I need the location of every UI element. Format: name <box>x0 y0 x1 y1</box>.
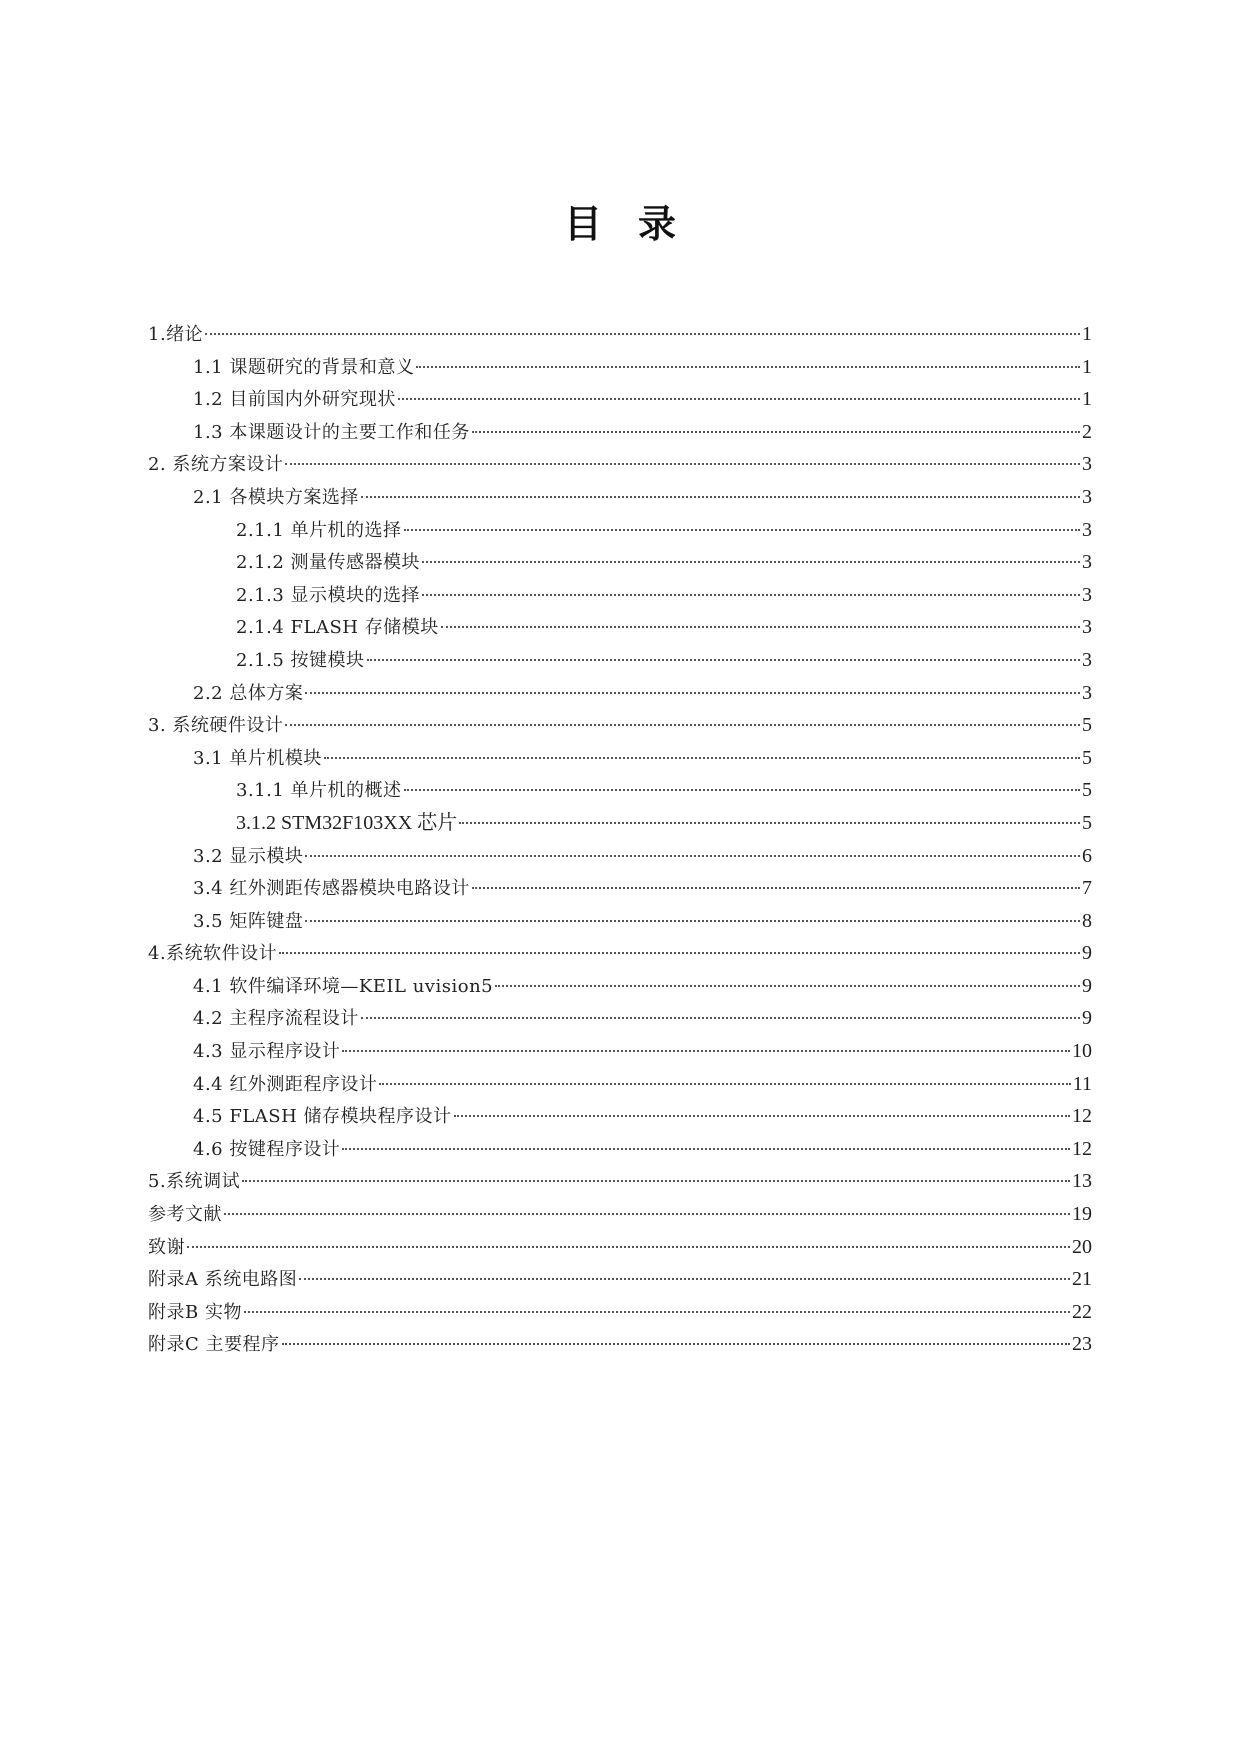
toc-entry-label: 附录A 系统电路图 <box>148 1269 298 1291</box>
toc-entry-label: 附录B 实物 <box>148 1301 242 1323</box>
toc-entry-page: 3 <box>1082 551 1092 574</box>
toc-entry[interactable] <box>148 318 1092 351</box>
toc-entry-label: 附录C 主要程序 <box>148 1334 280 1356</box>
dot-leader <box>361 1016 1080 1019</box>
toc-entry-label: 2.1.4 FLASH 存储模块 <box>236 617 439 639</box>
toc-entry[interactable] <box>148 448 1092 481</box>
dot-leader <box>305 854 1080 857</box>
dot-leader <box>305 919 1080 922</box>
toc-entry[interactable] <box>148 1133 1092 1166</box>
toc-entry-page: 21 <box>1072 1268 1092 1291</box>
toc-entry-page: 19 <box>1072 1203 1092 1226</box>
toc-entry[interactable] <box>148 709 1092 742</box>
toc-entry[interactable] <box>148 1035 1092 1068</box>
toc-entry-page: 11 <box>1072 1072 1092 1095</box>
toc-entry-page: 5 <box>1082 811 1092 834</box>
toc-entry-page: 3 <box>1082 583 1092 606</box>
toc-entry-page: 1 <box>1082 355 1092 378</box>
toc-entry-label: 3.1 单片机模块 <box>193 747 322 769</box>
toc-entry-page: 3 <box>1082 648 1092 671</box>
toc-entry[interactable] <box>148 1231 1092 1264</box>
dot-leader <box>404 788 1080 791</box>
toc-entry-label: 3.5 矩阵键盘 <box>193 910 304 932</box>
dot-leader <box>242 1179 1070 1182</box>
toc-entry-label: 2.2 总体方案 <box>193 682 304 704</box>
toc-entry-label: 致谢 <box>148 1236 185 1258</box>
dot-leader <box>459 821 1080 824</box>
toc-entry-page: 3 <box>1082 485 1092 508</box>
toc-entry[interactable] <box>148 677 1092 710</box>
dot-leader <box>404 528 1080 531</box>
dot-leader <box>361 495 1080 498</box>
toc-entry-page: 23 <box>1072 1333 1092 1356</box>
toc-entry[interactable] <box>148 416 1092 449</box>
toc-entry[interactable] <box>148 1002 1092 1035</box>
toc-entry-page: 10 <box>1072 1040 1092 1063</box>
toc-entry[interactable] <box>148 383 1092 416</box>
toc-entry[interactable] <box>148 579 1092 612</box>
dot-leader <box>244 1310 1070 1313</box>
toc-entry-page: 5 <box>1082 714 1092 737</box>
toc-entry-label: 4.1 软件编译环境—KEIL uvision5 <box>193 975 494 997</box>
dot-leader <box>416 365 1080 368</box>
dot-leader <box>324 756 1080 759</box>
dot-leader <box>187 1245 1070 1248</box>
toc-entry[interactable] <box>148 611 1092 644</box>
toc-entry-page: 20 <box>1072 1235 1092 1258</box>
toc-entry-page: 12 <box>1072 1105 1092 1128</box>
dot-leader <box>441 625 1080 628</box>
dot-leader <box>305 691 1080 694</box>
toc-entry-label: 4.6 按键程序设计 <box>193 1138 341 1160</box>
toc-entry[interactable] <box>148 1328 1092 1361</box>
toc-entry[interactable] <box>148 905 1092 938</box>
toc-entry-label: 3.2 显示模块 <box>193 845 304 867</box>
toc-entry-label: 3.4 红外测距传感器模块电路设计 <box>193 878 470 900</box>
dot-leader <box>285 723 1080 726</box>
toc-entry-label: 2.1.3 显示模块的选择 <box>236 584 421 606</box>
table-of-contents <box>148 318 1092 1361</box>
toc-entry-page: 9 <box>1082 1007 1092 1030</box>
toc-entry[interactable] <box>148 840 1092 873</box>
toc-entry-label: 3. 系统硬件设计 <box>148 715 284 737</box>
dot-leader <box>454 1114 1070 1117</box>
toc-entry[interactable] <box>148 644 1092 677</box>
toc-entry[interactable] <box>148 1198 1092 1231</box>
toc-entry[interactable] <box>148 937 1092 970</box>
toc-entry[interactable] <box>148 546 1092 579</box>
toc-entry-page: 3 <box>1082 681 1092 704</box>
toc-entry[interactable] <box>148 1100 1092 1133</box>
dot-leader <box>299 1277 1070 1280</box>
toc-entry[interactable] <box>148 970 1092 1003</box>
toc-entry-label: 1.3 本课题设计的主要工作和任务 <box>193 421 470 443</box>
toc-entry-label: 2.1.5 按键模块 <box>236 649 365 671</box>
toc-entry[interactable] <box>148 872 1092 905</box>
toc-entry-page: 1 <box>1082 323 1092 345</box>
toc-entry-label: 4.4 红外测距程序设计 <box>193 1073 378 1095</box>
page-title: 目录 <box>563 202 712 246</box>
dot-leader <box>342 1147 1070 1150</box>
toc-entry-page: 3 <box>1082 616 1092 639</box>
toc-entry-label: 1.1 课题研究的背景和意义 <box>193 356 415 378</box>
dot-leader <box>205 332 1080 335</box>
toc-entry-page: 12 <box>1072 1137 1092 1160</box>
toc-entry[interactable] <box>148 514 1092 547</box>
toc-entry-page: 22 <box>1072 1300 1092 1323</box>
toc-entry-page: 2 <box>1082 420 1092 443</box>
toc-entry[interactable] <box>148 1263 1092 1296</box>
dot-leader <box>472 430 1080 433</box>
dot-leader <box>379 1082 1070 1085</box>
dot-leader <box>285 462 1080 465</box>
toc-entry-label: 1.绪论 <box>148 324 204 345</box>
toc-entry-page: 7 <box>1082 877 1092 900</box>
dot-leader <box>398 397 1080 400</box>
dot-leader <box>472 886 1080 889</box>
dot-leader <box>224 1212 1070 1215</box>
toc-entry-label: 1.2 目前国内外研究现状 <box>193 389 396 411</box>
toc-entry-page: 13 <box>1072 1170 1092 1193</box>
toc-entry[interactable] <box>148 774 1092 807</box>
toc-entry-label: 参考文献 <box>148 1204 222 1226</box>
toc-entry-label: 4.5 FLASH 储存模块程序设计 <box>193 1106 452 1128</box>
toc-entry-page: 9 <box>1082 974 1092 997</box>
toc-entry[interactable] <box>148 481 1092 514</box>
toc-entry-page: 3 <box>1082 453 1092 476</box>
toc-entry[interactable] <box>148 351 1092 384</box>
toc-entry-page: 3 <box>1082 518 1092 541</box>
toc-entry[interactable] <box>148 742 1092 775</box>
toc-entry-page: 5 <box>1082 779 1092 802</box>
toc-entry-label: 4.系统软件设计 <box>148 943 278 965</box>
toc-entry-label: 2.1.1 单片机的选择 <box>236 519 402 541</box>
toc-entry-label: 4.2 主程序流程设计 <box>193 1008 359 1030</box>
toc-entry-label: 2. 系统方案设计 <box>148 454 284 476</box>
toc-entry-page: 5 <box>1082 746 1092 769</box>
toc-entry-page: 1 <box>1082 388 1092 411</box>
dot-leader <box>367 658 1080 661</box>
toc-entry-label: 2.1 各模块方案选择 <box>193 486 359 508</box>
dot-leader <box>422 560 1080 563</box>
toc-entry-label: 5.系统调试 <box>148 1171 241 1193</box>
toc-entry-label: 3.1.2 STM32F103XX 芯片 <box>236 811 458 834</box>
dot-leader <box>279 951 1080 954</box>
dot-leader <box>495 984 1080 987</box>
dot-leader <box>342 1049 1070 1052</box>
dot-leader <box>282 1342 1071 1345</box>
toc-entry[interactable] <box>148 1296 1092 1329</box>
toc-entry[interactable] <box>148 1165 1092 1198</box>
toc-entry-page: 6 <box>1082 844 1092 867</box>
toc-entry-label: 4.3 显示程序设计 <box>193 1041 341 1063</box>
toc-entry[interactable] <box>148 807 1092 840</box>
toc-entry[interactable] <box>148 1068 1092 1101</box>
dot-leader <box>422 593 1080 596</box>
toc-entry-page: 9 <box>1082 942 1092 965</box>
toc-entry-label: 3.1.1 单片机的概述 <box>236 780 402 802</box>
toc-entry-label: 2.1.2 测量传感器模块 <box>236 552 421 574</box>
toc-entry-page: 8 <box>1082 909 1092 932</box>
